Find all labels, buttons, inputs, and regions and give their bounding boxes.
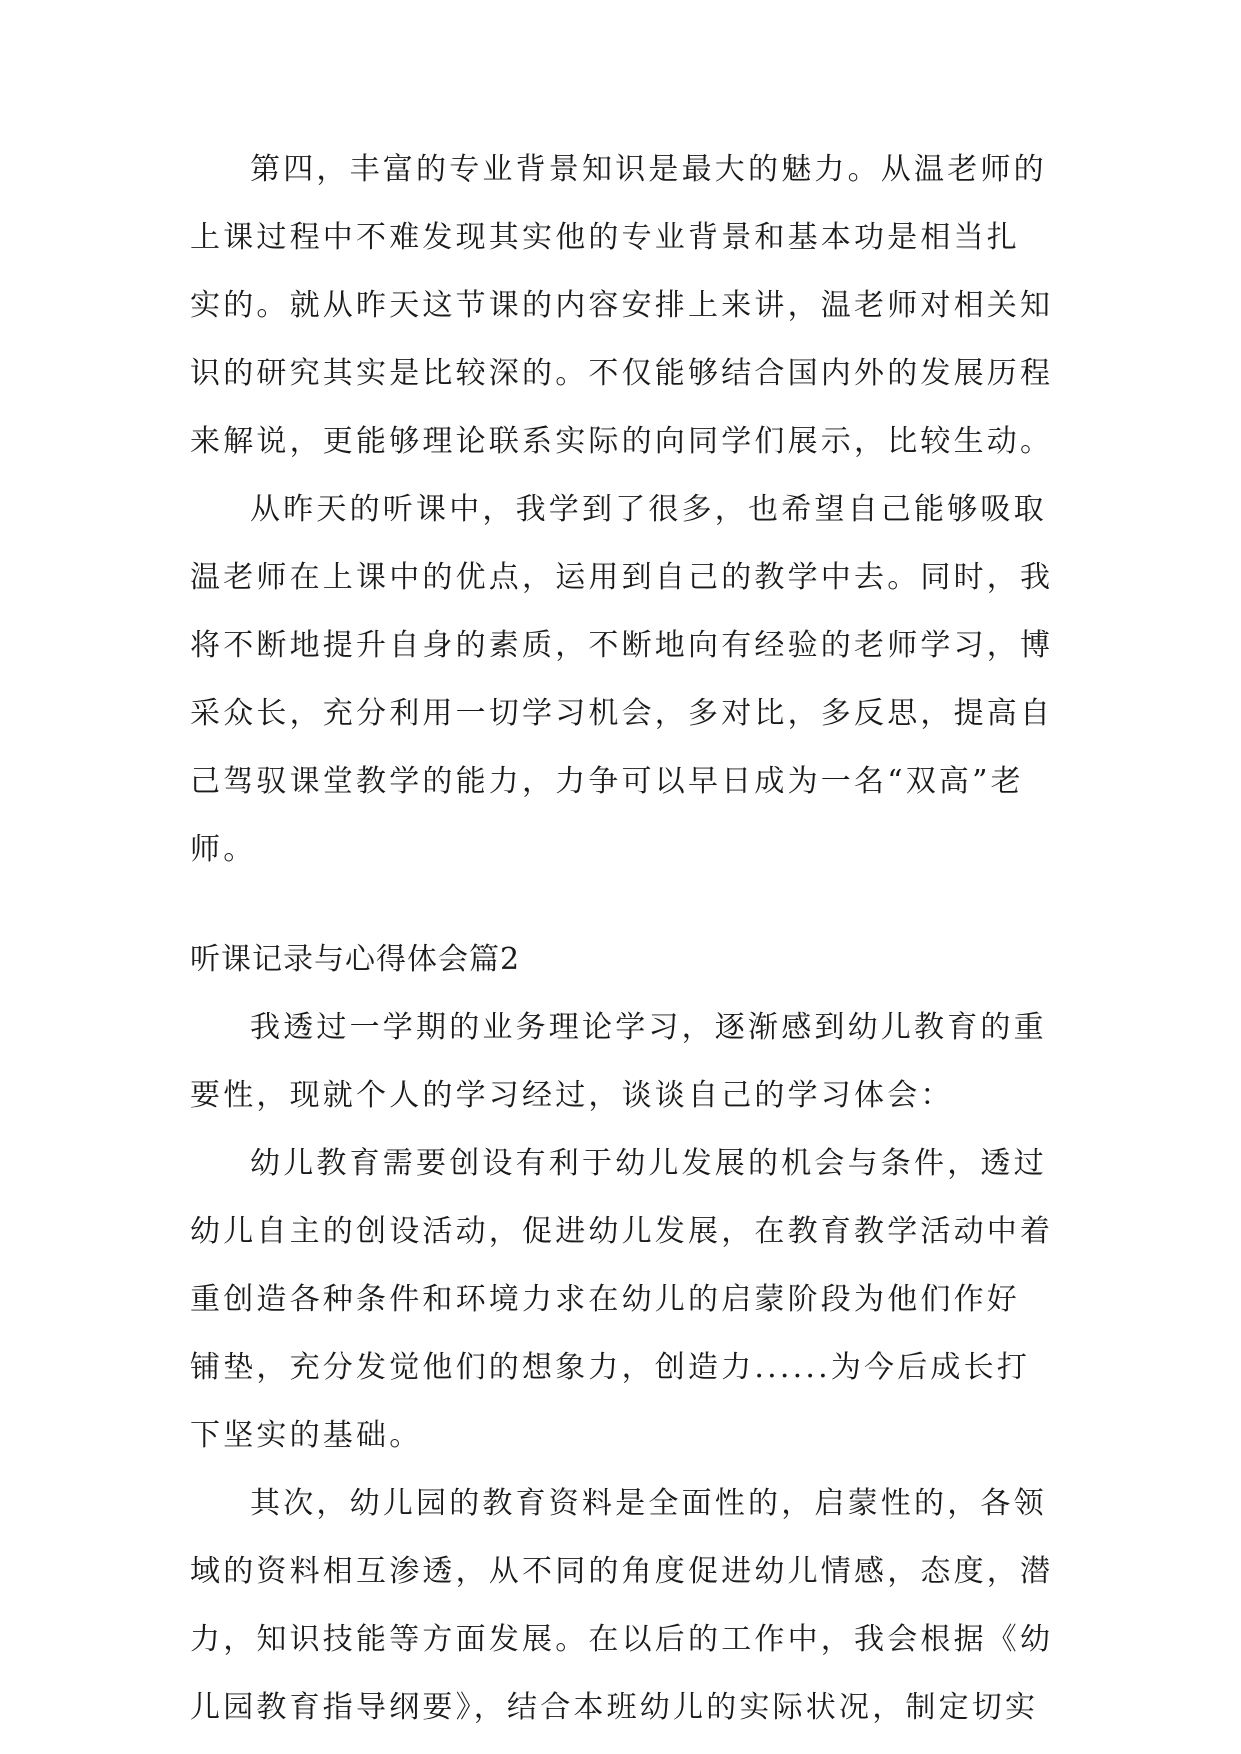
paragraph-line: 识的研究其实是比较深的。不仅能够结合国内外的发展历程 bbox=[190, 356, 1054, 391]
paragraph-line: 从昨天的听课中，我学到了很多，也希望自己能够吸取 bbox=[250, 492, 1047, 527]
paragraph-line: 力，知识技能等方面发展。在以后的工作中，我会根据《幼 bbox=[190, 1622, 1054, 1657]
paragraph-line: 幼儿教育需要创设有利于幼儿发展的机会与条件，透过 bbox=[250, 1146, 1047, 1181]
paragraph-line: 上课过程中不难发现其实他的专业背景和基本功是相当扎 bbox=[190, 220, 1020, 255]
paragraph-line: 实的。就从昨天这节课的内容安排上来讲，温老师对相关知 bbox=[190, 288, 1054, 323]
paragraph-line: 第四，丰富的专业背景知识是最大的魅力。从温老师的 bbox=[250, 152, 1047, 187]
paragraph-line: 采众长，充分利用一切学习机会，多对比，多反思，提高自 bbox=[190, 696, 1054, 731]
paragraph-line: 幼儿自主的创设活动，促进幼儿发展，在教育教学活动中着 bbox=[190, 1214, 1054, 1249]
paragraph-line: 己驾驭课堂教学的能力，力争可以早日成为一名“双高”老 bbox=[190, 764, 1024, 799]
paragraph-line: 其次，幼儿园的教育资料是全面性的，启蒙性的，各领 bbox=[250, 1486, 1047, 1521]
paragraph-line: 儿园教育指导纲要》，结合本班幼儿的实际状况，制定切实 bbox=[190, 1690, 1039, 1725]
paragraph-line: 铺垫，充分发觉他们的想象力，创造力......为今后成长打 bbox=[190, 1350, 1031, 1385]
paragraph-line: 来解说，更能够理论联系实际的向同学们展示，比较生动。 bbox=[190, 424, 1054, 459]
paragraph-line: 要性，现就个人的学习经过，谈谈自己的学习体会： bbox=[190, 1078, 954, 1113]
paragraph-line: 重创造各种条件和环境力求在幼儿的启蒙阶段为他们作好 bbox=[190, 1282, 1020, 1317]
paragraph-line: 域的资料相互渗透，从不同的角度促进幼儿情感，态度，潜 bbox=[190, 1554, 1054, 1589]
paragraph-line: 温老师在上课中的优点，运用到自己的教学中去。同时，我 bbox=[190, 560, 1054, 595]
paragraph-line: 下坚实的基础。 bbox=[190, 1418, 423, 1453]
paragraph-line: 师。 bbox=[190, 832, 257, 867]
section-heading: 听课记录与心得体会篇2 bbox=[190, 942, 521, 977]
paragraph-line: 将不断地提升自身的素质，不断地向有经验的老师学习，博 bbox=[190, 628, 1054, 663]
paragraph-line: 我透过一学期的业务理论学习，逐渐感到幼儿教育的重 bbox=[250, 1010, 1047, 1045]
